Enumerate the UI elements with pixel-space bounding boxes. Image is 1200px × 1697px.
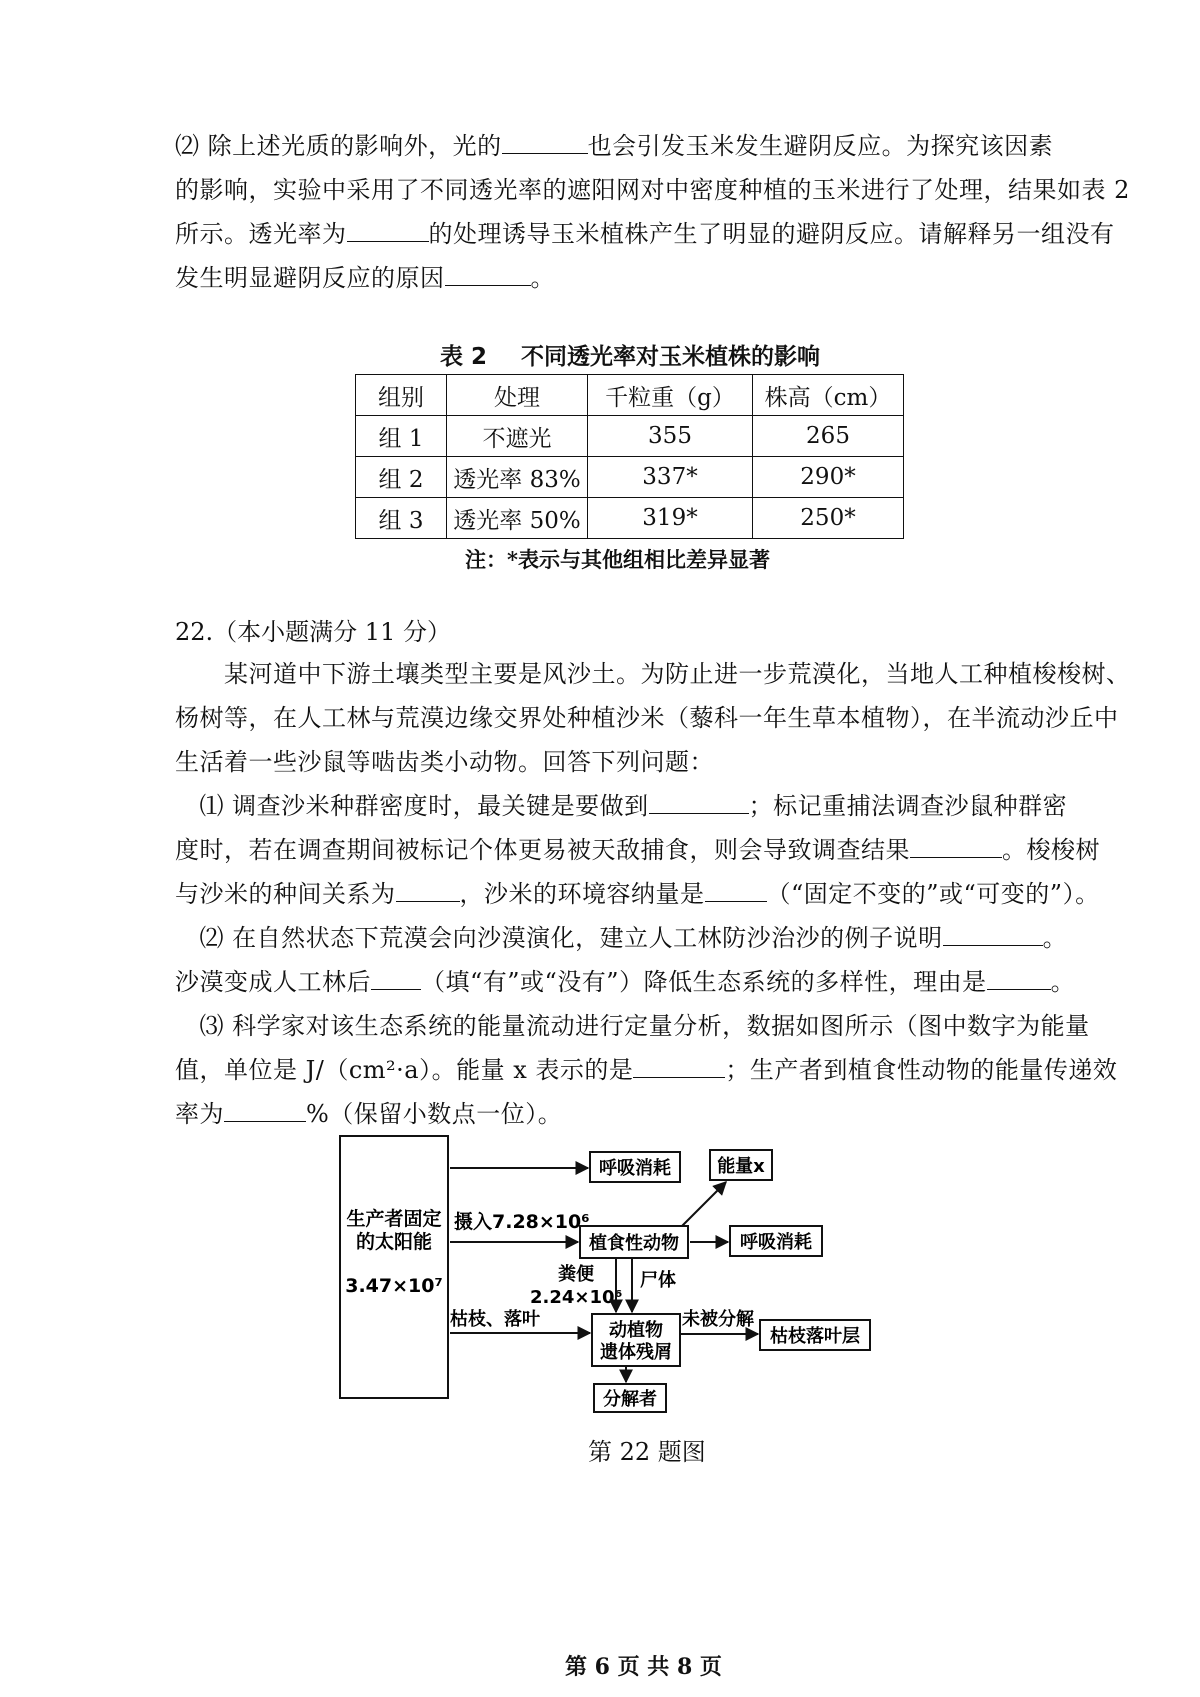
table-row xyxy=(356,457,904,498)
table-note: 注：*表示与其他组相比差异显著 xyxy=(465,547,770,572)
table-cell: 265 xyxy=(753,416,904,457)
producer-box xyxy=(340,1136,448,1398)
text-line xyxy=(175,872,1100,916)
text-segment: ；生产者到植食性动物的能量传递效 xyxy=(725,1056,1118,1084)
table-header-cell: 处理 xyxy=(447,375,588,416)
text-segment: 沙漠变成人工林后 xyxy=(175,968,371,996)
table-header-cell: 组别 xyxy=(356,375,447,416)
table-cell: 不遮光 xyxy=(447,416,588,457)
respiration-label: 呼吸消耗 xyxy=(599,1158,671,1179)
table-cell: 组 2 xyxy=(356,457,447,498)
litter-layer-label: 枯枝落叶层 xyxy=(770,1326,860,1347)
answer-blank xyxy=(943,921,1043,946)
corpse-label: 尸体 xyxy=(640,1270,676,1291)
energy-flow-diagram xyxy=(330,1120,930,1420)
text-segment: （“固定不变的”或“可变的”）。 xyxy=(766,880,1100,908)
text-segment: 。 xyxy=(1042,924,1068,952)
arrow xyxy=(682,1182,726,1226)
text-segment: 杨树等，在人工林与荒漠边缘交界处种植沙米（藜科一年生草本植物），在半流动沙丘中 xyxy=(175,704,1119,732)
text-segment: ⑶ 科学家对该生态系统的能量流动进行定量分析，数据如图所示（图中数字为能量 xyxy=(175,1012,1090,1040)
text-segment: 所示。透光率为 xyxy=(175,220,347,248)
text-line xyxy=(175,696,1119,740)
table-header-row xyxy=(356,375,904,416)
herbivore-label: 植食性动物 xyxy=(589,1233,679,1254)
feces-value: 2.24×10⁶ xyxy=(530,1287,623,1308)
table-cell: 319* xyxy=(588,498,753,539)
text-segment: ⑵ 除上述光质的影响外，光的 xyxy=(175,132,502,160)
text-segment: ⑴ 调查沙米种群密度时，最关键是要做到 xyxy=(175,792,649,820)
figure-caption: 第 22 题图 xyxy=(588,1438,706,1466)
respiration-label: 呼吸消耗 xyxy=(740,1232,812,1253)
text-line xyxy=(175,828,1100,872)
feces-label: 粪便 xyxy=(558,1264,594,1285)
q22-paragraph xyxy=(175,652,1131,1136)
text-segment: 生活着一些沙鼠等啮齿类小动物。回答下列问题： xyxy=(175,748,714,776)
text-segment: 。梭梭树 xyxy=(1002,836,1100,864)
answer-blank xyxy=(224,1097,306,1122)
text-segment: ，沙米的环境容纳量是 xyxy=(459,880,705,908)
text-segment: 度时，若在调查期间被标记个体更易被天敌捕食，则会导致调查结果 xyxy=(175,836,910,864)
table-cell: 透光率 83% xyxy=(447,457,588,498)
text-line xyxy=(175,1004,1095,1048)
table-cell: 组 1 xyxy=(356,416,447,457)
undecomposed-label: 未被分解 xyxy=(682,1309,754,1330)
table-cell: 355 xyxy=(588,416,753,457)
text-segment: %（保留小数点一位）。 xyxy=(306,1100,563,1128)
table-header-cell: 株高（cm） xyxy=(753,375,904,416)
table-cell: 290* xyxy=(753,457,904,498)
table-row xyxy=(356,498,904,539)
text-segment: 。 xyxy=(1050,968,1076,996)
answer-blank xyxy=(371,965,421,990)
answer-blank xyxy=(396,877,460,902)
table-caption-title: 不同透光率对玉米植株的影响 xyxy=(521,344,821,370)
answer-blank xyxy=(347,217,429,242)
text-line xyxy=(175,960,1095,1004)
table-caption-label: 表 2 xyxy=(440,344,488,370)
text-segment: 率为 xyxy=(175,1100,224,1128)
q21-part2-paragraph xyxy=(175,124,1130,300)
table-cell: 组 3 xyxy=(356,498,447,539)
text-line xyxy=(175,1048,1118,1092)
text-line xyxy=(175,652,1131,696)
page-footer: 第 6 页 共 8 页 xyxy=(565,1654,722,1680)
litter-label: 枯枝、落叶 xyxy=(450,1309,540,1330)
table-cell: 337* xyxy=(588,457,753,498)
question-header: 22.（本小题满分 11 分） xyxy=(175,618,451,646)
text-line xyxy=(175,168,1130,212)
producer-label: 的太阳能 xyxy=(355,1231,433,1253)
answer-blank xyxy=(705,877,767,902)
text-line xyxy=(175,124,1095,168)
text-segment: 发生明显避阴反应的原因 xyxy=(175,264,445,292)
text-segment: ；标记重捕法调查沙鼠种群密 xyxy=(748,792,1068,820)
remains-label: 遗体残屑 xyxy=(600,1342,672,1363)
energy-x-label: 能量x xyxy=(717,1156,765,1177)
answer-blank xyxy=(502,129,588,154)
decomposer-label: 分解者 xyxy=(603,1389,657,1410)
table-cell: 250* xyxy=(753,498,904,539)
table-cell: 透光率 50% xyxy=(447,498,588,539)
answer-blank xyxy=(910,833,1002,858)
text-segment: 值，单位是 J/（cm²·a）。能量 x 表示的是 xyxy=(175,1056,634,1084)
producer-value: 3.47×10⁷ xyxy=(345,1275,443,1297)
table-header-cell: 千粒重（g） xyxy=(588,375,753,416)
table-caption xyxy=(440,338,820,371)
answer-blank xyxy=(445,261,531,286)
answer-blank xyxy=(987,965,1051,990)
text-segment: （填“有”或“没有”）降低生态系统的多样性，理由是 xyxy=(421,968,987,996)
answer-blank xyxy=(633,1053,725,1078)
text-segment: 某河道中下游土壤类型主要是风沙土。为防止进一步荒漠化，当地人工种植梭梭树、 xyxy=(175,660,1131,688)
text-segment: 的处理诱导玉米植株产生了明显的避阴反应。请解释另一组没有 xyxy=(428,220,1115,248)
table-row xyxy=(356,416,904,457)
text-segment: 的影响，实验中采用了不同透光率的遮阳网对中密度种植的玉米进行了处理，结果如表 2 xyxy=(175,176,1130,204)
text-segment: 。 xyxy=(530,264,555,292)
remains-label: 动植物 xyxy=(609,1320,663,1341)
data-table xyxy=(355,374,904,539)
text-segment: ⑵ 在自然状态下荒漠会向沙漠演化，建立人工林防沙治沙的例子说明 xyxy=(175,924,943,952)
text-line xyxy=(175,212,1115,256)
text-line xyxy=(175,740,1095,784)
text-line xyxy=(175,916,1095,960)
producer-label: 生产者固定 xyxy=(346,1208,442,1230)
text-segment: 与沙米的种间关系为 xyxy=(175,880,396,908)
text-line xyxy=(175,784,1095,828)
answer-blank xyxy=(649,789,749,814)
intake-label: 摄入7.28×10⁶ xyxy=(454,1211,590,1233)
text-line xyxy=(175,256,1095,300)
text-segment: 也会引发玉米发生避阴反应。为探究该因素 xyxy=(587,132,1054,160)
